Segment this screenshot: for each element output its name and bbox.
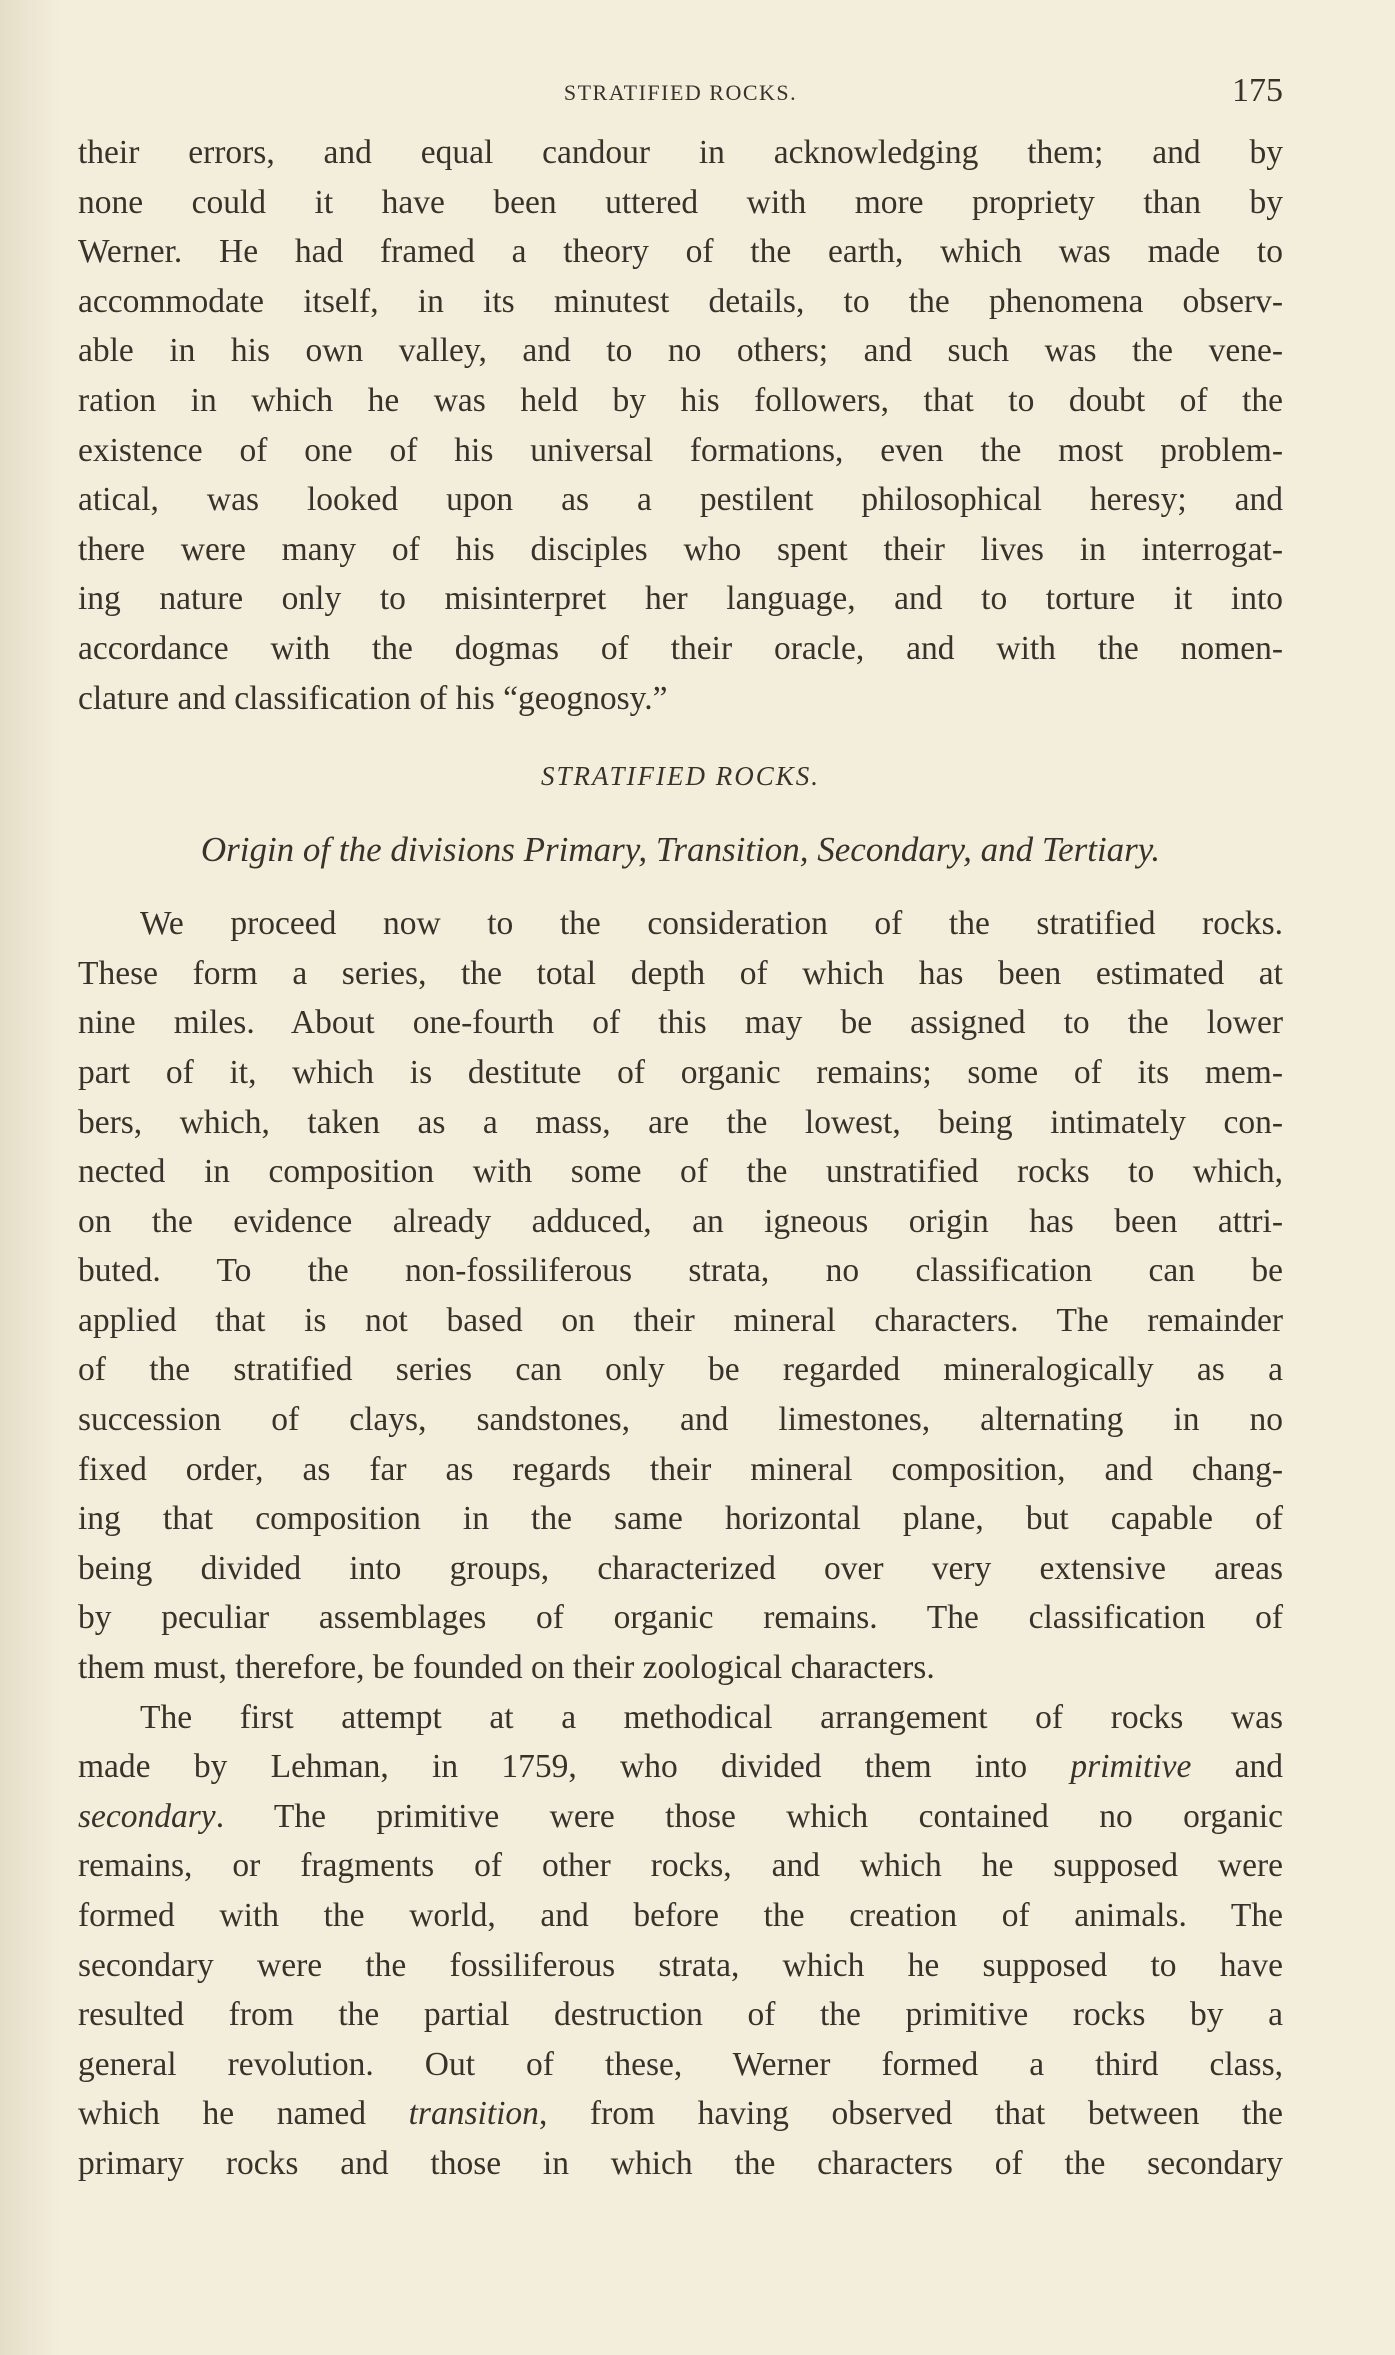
text-line: We proceed now to the consideration of the stratified rocks. — [140, 905, 1283, 943]
text-line: nine miles. About one-fourth of this may be assigned to the lower — [78, 1004, 1283, 1042]
text-line: Werner. He had framed a theory of the earth, which was made to — [78, 233, 1283, 271]
text-line: formed with the world, and before the creation of animals. The — [78, 1897, 1283, 1934]
running-title: STRATIFIED ROCKS. — [563, 80, 798, 105]
text-line: bers, which, taken as a mass, are the lowest, being intimately con- — [78, 1103, 1283, 1141]
text-line: their errors, and equal candour in acknowledging them; and by — [78, 134, 1283, 171]
italic-term-transition: transition — [408, 2095, 539, 2133]
section-subheading: Origin of the divisions Primary, Transition, Secondary, and Tertiary. — [200, 830, 1161, 870]
paragraph-2 — [78, 899, 1283, 1693]
text-line: there were many of his disciples who spent their lives in interrogat- — [78, 530, 1283, 568]
text-line: general revolution. Out of these, Werner formed a third class, — [78, 2045, 1283, 2083]
paragraph-1 — [78, 128, 1283, 723]
italic-term-secondary: secondary — [78, 1797, 216, 1835]
text-line: fixed order, as far as regards their mineral composition, and chang- — [78, 1450, 1283, 1488]
text-line: nected in composition with some of the unstratified rocks to which, — [78, 1153, 1283, 1191]
running-header — [78, 72, 1283, 112]
text-line: succession of clays, sandstones, and limestones, alternating in no — [78, 1401, 1283, 1439]
text-line: able in his own valley, and to no others; and such was the vene- — [78, 332, 1283, 370]
text-line: them must, therefore, be founded on their zoological characters. — [78, 1649, 935, 1687]
text-line: on the evidence already adduced, an igneous origin has been attri- — [78, 1202, 1283, 1240]
section-heading: STRATIFIED ROCKS. — [541, 761, 820, 792]
text-line: part of it, which is destitute of organic remains; some of its mem- — [78, 1053, 1283, 1091]
text-line: primary rocks and those in which the characters of the secondary — [78, 2144, 1283, 2182]
italic-term-primitive: primitive — [1070, 1748, 1192, 1786]
text-line: ing that composition in the same horizontal plane, but capable of — [78, 1500, 1283, 1538]
text-line: ing nature only to misinterpret her language, and to torture it into — [78, 580, 1283, 618]
text-line: accommodate itself, in its minutest details, to the phenomena observ- — [78, 282, 1283, 320]
text-line: clature and classification of his “geognosy.” — [78, 679, 668, 717]
text-line: none could it have been uttered with more propriety than by — [78, 183, 1283, 221]
text-line: made by Lehman, in 1759, who divided them into primitive and — [78, 1748, 1283, 1786]
text-line: applied that is not based on their mineral characters. The remainder — [78, 1301, 1283, 1339]
text-line: accordance with the dogmas of their oracle, and with the nomen- — [78, 629, 1283, 667]
text-line: secondary were the fossiliferous strata, which he supposed to have — [78, 1946, 1283, 1984]
text-line: being divided into groups, characterized over very extensive areas — [78, 1549, 1283, 1587]
text-line: These form a series, the total depth of which has been estimated at — [78, 954, 1283, 992]
text-line: ration in which he was held by his followers, that to doubt of the — [78, 381, 1283, 419]
text-line: of the stratified series can only be regarded mineralogically as a — [78, 1351, 1283, 1389]
paragraph-3 — [78, 1693, 1283, 2189]
body-text — [78, 128, 1283, 2189]
text-line: remains, or fragments of other rocks, and which he supposed were — [78, 1847, 1283, 1885]
text-line: by peculiar assemblages of organic remains. The classification of — [78, 1599, 1283, 1637]
text-line: secondary. The primitive were those which contained no organic — [78, 1797, 1283, 1835]
text-line: buted. To the non-fossiliferous strata, no classification can be — [78, 1252, 1283, 1290]
text-line: existence of one of his universal formations, even the most problem- — [78, 431, 1283, 469]
text-line: resulted from the partial destruction of the primitive rocks by a — [78, 1996, 1283, 2034]
text-line: The first attempt at a methodical arrangement of rocks was — [140, 1698, 1283, 1736]
text-line: which he named transition, from having observed that between the — [78, 2095, 1283, 2133]
page-number: 175 — [1232, 72, 1283, 109]
text-line: atical, was looked upon as a pestilent philosophical heresy; and — [78, 481, 1283, 519]
